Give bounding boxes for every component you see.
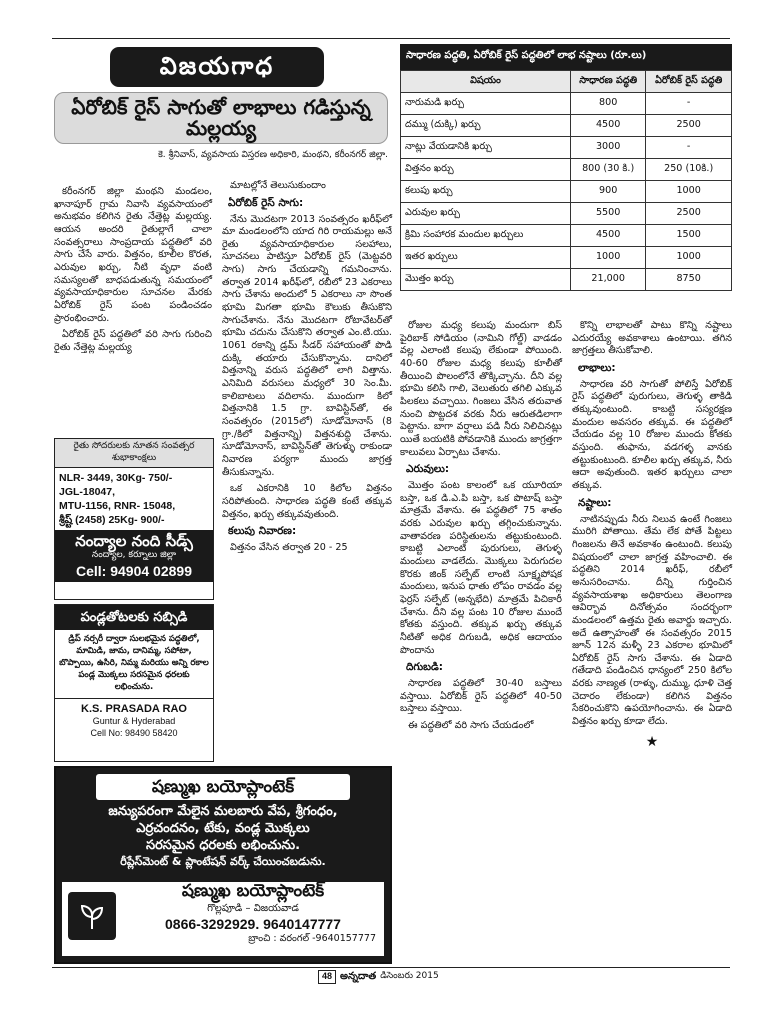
table-cell: 2500: [646, 203, 732, 225]
table-row: [401, 247, 732, 269]
biotech-line: జన్యుపరంగా మేలైన మలబారు వేప, శ్రీగంధం,: [108, 804, 338, 820]
table-cell: నాట్లు వేయడానికి ఖర్చు: [401, 137, 571, 159]
paragraph: విత్తనం వేసిన తర్వాత 20 - 25: [230, 542, 348, 554]
table-row: [401, 159, 732, 181]
table-header: ఏరోబిక్ రైస్ పద్ధతి: [646, 71, 732, 93]
subsidy-place: Guntur & Hyderabad: [92, 716, 176, 727]
subsidy-phone: Cell No: 98490 58420: [90, 728, 178, 738]
table-cell: 900: [571, 181, 646, 203]
paragraph: కరీంనగర్ జిల్లా మంథని మండలం, ఖానాపూర్ గ్రామ నివాసి వ్యవసాయంలో అనుభవం కలిగిన రైతు నేత్తెట్ల మల్లయ్య. ఆయన అందరి రైతుల్లాగే చాలా సంవత్సరాలు సాంప్రదాయ పద్ధతిలో వరి సాగు చేసే వారు. విత్తనం, కూలీల కొరత, ఎరువుల ఖర్చు, నీటి వృధా వంటి సమస్యలతో బాధపడుతున్న సమయంలో వ్యవసాయాధికారుల సూచనల మేరకు ఏరోబిక్ రైస్ పంట పండించడం ప్రారంభించారు.: [54, 186, 212, 324]
subheading-yield: దిగుబడి:: [406, 661, 444, 674]
table-cell: 1000: [646, 247, 732, 269]
table-cell: కలుపు ఖర్చు: [401, 181, 571, 203]
page-footer: [318, 968, 439, 986]
table-cell: -: [646, 137, 732, 159]
biotech-city: గొల్లపూడి – విజయవాడ: [207, 902, 299, 914]
table-cell: 1000: [646, 181, 732, 203]
subheading-aerobic-rice: ఏరోబిక్ రైస్ సాగు:: [228, 196, 304, 209]
article-column-1: [54, 186, 212, 359]
seed-price-list: [55, 468, 213, 531]
paragraph: సాధారణ పద్ధతిలో 30-40 బస్తాలు వస్తాయి. ఏరోబిక్ రైస్ పద్ధతిలో 40-50 బస్తాలు వస్తాయి.: [400, 678, 562, 715]
table-row: [401, 203, 732, 225]
table-row: [401, 225, 732, 247]
table-row: [401, 137, 732, 159]
subheading-fertilizers: ఎరువులు:: [406, 463, 450, 476]
subheading-losses: నష్టాలు:: [578, 496, 612, 509]
subsidy-contact: [55, 698, 213, 740]
table-row: [401, 115, 732, 137]
biotech-line: సరసమైన ధరలకు లభించును.: [145, 838, 301, 854]
seed-price-line: JGL-18047,: [59, 485, 116, 498]
seeds-phone: Cell: 94904 02899: [76, 562, 192, 579]
table-cell: 5500: [571, 203, 646, 225]
biotech-info: [122, 882, 384, 956]
table-cell: క్రిమి సంహారక మందుల ఖర్చులు: [401, 225, 571, 247]
magazine-name: అన్నదాత: [340, 971, 377, 983]
seeds-brand-block: [55, 530, 213, 582]
paragraph: ఒక ఎకరానికి 10 కిలోల విత్తనం సరిపోతుంది. సాధారణ పద్ధతి కంటే తక్కువ విత్తనం, ఖర్చు తక్కువవుతుంది.: [222, 483, 392, 520]
article-byline: కె. శ్రీనివాస్, వ్యవసాయ విస్తరణ అధికారి, మంథని, కరీంనగర్ జిల్లా.: [158, 150, 388, 160]
table-cell: 4500: [571, 225, 646, 247]
cost-comparison-table: [400, 44, 732, 291]
table-cell: మొత్తం ఖర్చు: [401, 269, 571, 291]
table-cell: 21,000: [571, 269, 646, 291]
subsidy-body: డ్రిప్ నర్సరీ ద్వారా సులభమైన పద్ధతిలో, మామిడి, జామ, దానిమ్మ, సపోటా, బొప్పాయి, ఉసిరి, నిమ్మ మరియు అన్ని రకాల పండ్ల మొక్కలు సరసమైన ధరలకు లభించును.: [59, 634, 209, 692]
subsidy-title: పండ్లతోటలకు సబ్సిడి: [55, 605, 213, 630]
biotech-advertisement: [54, 766, 392, 964]
table-cell: 1500: [646, 225, 732, 247]
seed-price-line: MTU-1156, RNR- 15048,: [59, 500, 176, 513]
table-cell: -: [646, 93, 732, 115]
table-cell: 250 (10కి.): [646, 159, 732, 181]
paragraph: రోజుల మధ్య కలుపు మందుగా బిస్ పైరిబాక్ సోడియం (నామిని గోల్డ్) వాడడం వల్ల ఎలాంటి కలుపు లేకుండా పోయింది. 40-60 రోజుల మధ్య కలుపు కూలీతో తీయించి పొలంలోనే తొక్కిచ్చాను. దీని వల్ల భూమి కలిసి గాలి, వెలుతురు తగిలి ఎక్కువ పిలకలు వచ్చాయి. గింజలు వేసిన తరువాత నుంచి పొట్టదశ వరకు నీరు ఆరుతడిలాగా పెట్టాను. బాగా వర్షాలు పడి నీరు నిలిచినట్లు యితే బయటికి పోవడానికి ముందు జాగ్రత్తగా కాలువలు ఏర్పాటు చేశాను.: [400, 320, 562, 458]
page-number: 48: [318, 970, 336, 984]
paragraph: మొత్తం పంట కాలంలో ఒక యూరియా బస్తా, ఒక డి.ఎ.పి బస్తా, ఒక పొటాష్ బస్తా మాత్రమే వేశాను. ఈ పద్ధతిలో 75 శాతం వరకు ఎరువుల ఖర్చు తగ్గించుకున్నాను. వాతావరణ పరిస్థితులను తట్టుకుంటుంది. కాబట్టి ఎలాంటి పురుగులు, తెగుళ్ళ మందులు వాడలేదు. మొక్కలు పెరుగుదల కొరకు జింక్ సల్ఫేట్ లాంటి సూక్ష్మపోషక మందులు, ఇనుప ధాతు లోపం రావడం వల్ల ఫెర్రస్ సల్ఫేట్ (అన్నభేది) మాత్రమే పిచికారీ చేశాను. దీని వల్ల పంట 10 రోజుల ముందే కోతకు వస్తుంది. తక్కువ ఖర్చు తక్కువ నీటితో అధిక దిగుబడి, అధిక ఆదాయం పొందాను: [400, 480, 562, 656]
subsidy-advertisement: [54, 604, 214, 762]
biotech-contact-block: [62, 882, 384, 956]
seed-price-line: NLR- 3449, 30Kg- 750/-: [59, 471, 173, 484]
biotech-line: ఎర్రచందనం, టేకు, వండ్ల మొక్కలు: [136, 821, 310, 837]
table-cell: విత్తనం ఖర్చు: [401, 159, 571, 181]
table-cell: దమ్ము (దుక్కి) ఖర్చు: [401, 115, 571, 137]
article-column-4: [572, 320, 732, 751]
paragraph: ఈ పద్ధతిలో వరి సాగు చేయడంలో: [408, 720, 534, 732]
paragraph: మాటల్లోనే తెలుసుకుందాం: [230, 180, 326, 191]
section-banner: విజయగాధ: [110, 47, 324, 87]
table-cell: 3000: [571, 137, 646, 159]
table-row: [401, 269, 732, 291]
table-title: సాధారణ పద్ధతి, ఏరోబిక్ రైస్ పద్ధతిలో లాభ నష్టాలు (రూ.లు): [400, 44, 732, 70]
article-headline: ఏరోబిక్ రైస్ సాగుతో లాభాలు గడిస్తున్న మల్లయ్య: [54, 92, 388, 144]
plant-icon: [68, 892, 116, 940]
subheading-weed-control: కలుపు నివారణ:: [228, 525, 297, 538]
end-star-icon: ★: [645, 733, 659, 750]
seed-price-line: శ్రీష్ట్ (2458) 25Kg- 900/-: [59, 514, 165, 527]
table-cell: 2500: [646, 115, 732, 137]
biotech-name: షణ్ముఖ బయోప్లాంటెక్: [181, 881, 325, 901]
table-cell: 4500: [571, 115, 646, 137]
biotech-branch: బ్రాంచి : వరంగల్ -9640157777: [248, 933, 376, 945]
seeds-brand-name: నంద్యాల నంది సీడ్స్: [75, 532, 193, 551]
table-cell: ఎరువుల ఖర్చు: [401, 203, 571, 225]
subsidy-contact-name: K.S. PRASADA RAO: [81, 702, 187, 715]
top-rule: [52, 38, 730, 39]
article-column-3: [400, 320, 562, 737]
biotech-title: షణ్ముఖ బయోప్లాంటెక్: [96, 774, 350, 800]
table-cell: ఇతర ఖర్చులు: [401, 247, 571, 269]
table-header-row: [401, 71, 732, 93]
table-grid: [400, 70, 732, 291]
table-header: సాధారణ పద్ధతి: [571, 71, 646, 93]
table-cell: 800: [571, 93, 646, 115]
table-cell: 800 (30 కి.): [571, 159, 646, 181]
seeds-advertisement: [54, 438, 214, 600]
table-cell: నారుమడి ఖర్చు: [401, 93, 571, 115]
biotech-line: రీప్లేస్‌మెంట్ & ప్లాంటేషన్ వర్క్ చేయించబడును.: [120, 855, 326, 869]
table-cell: 1000: [571, 247, 646, 269]
ad-greeting: రైతు సోదరులకు నూతన సంవత్సర శుభాకాంక్షలు: [55, 439, 213, 468]
table-cell: 8750: [646, 269, 732, 291]
article-column-2: [222, 180, 392, 559]
table-row: [401, 93, 732, 115]
paragraph: నేను మొదటగా 2013 సంవత్సరం ఖరీఫ్‌లో మా మండలంలోని యాద గిరి రాయమల్లు అనే రైతు వ్యవసాయాధికారుల సలహాలు, సూచనలు పాటిస్తూ ఏరోబిక్ రైస్ (మెట్టవరి సాగు) సాగు చేయడాన్ని గమనించాను. తర్వాత 2014 ఖరీఫ్‌లో, రబీలో 23 ఎకరాలు సాగు చేశాను అందులో 5 ఎకరాలు నా సొంత భూమి మిగతా భూమి కౌలుకు తీసుకొని సాగుచేశాను. నేను మొదటగా రోటావేటర్‌తో భూమి చదును చేసుకొని తర్వాత ఎం.టి.యు. 1061 రకాన్ని డ్రమ్ సీడర్ సహాయంతో పొడి దుక్కి తయారు చేసుకొన్నాను. దానిలో విత్తనాన్ని వరుస పద్ధతిలో లాగి విత్తాను. ఎనిమిది వరుసలు మధ్యలో 30 సెం.మీ. కాలిబాటలు వదిలాను. ముందుగా కిలో విత్తనానికి 1.5 గ్రా. బావిస్టిన్‌తో, ఈ సంవత్సరం (2015లో) సూడోమోనాస్ (8 గ్రా./కిలో విత్తనాన్ని) విత్తనశుద్ధి చేశాను. సూడోమోనాస్, బావిస్టిన్‌తో తెగుళ్ళు రాకుండా నివారణ పర్యగా ముందు జాగ్రత్త తీసుకున్నాను.: [222, 213, 392, 478]
issue-date: డిసెంబరు 2015: [380, 971, 439, 982]
paragraph: నాటినప్పుడు నీరు నిలువ ఉంటే గింజలు మురిగి పోతాయి. తేమ లేక పోతే పిట్టలు గింజలను తినే అవకాశం ఉంటుంది. కలుపు విషయంలో చాలా జాగ్రత్త వహించాలి. ఈ పద్ధతిని 2014 ఖరీఫ్, రబీలో అనుసరించాను. దీన్ని గుర్తించిన వ్యవసాయశాఖ అధికారులు తెలంగాణ ఆవిర్భావ దినోత్సవం సందర్భంగా మండలంలో ఉత్తమ రైతు అవార్డు ఇచ్చారు. అదే ఉత్సాహంతో ఈ సంవత్సరం 2015 జూన్ 12న మళ్ళీ 23 ఎకరాల భూమిలో ఏరోబిక్ రైస్ సాగు చేశాను. ఈ ఏడాది గతేడాది పండించిన ధాన్యంలో 250 కిలోల వరకు నాణ్యత (రాళ్ళు, దుమ్ము, ధూళి చెత్త చెదారం లేకుండా) కలిగిన విత్తనం సేకరించుకొని ఉపయోగించాను. ఈ ఏడాది విత్తనం ఖర్చు కూడా లేదు.: [572, 513, 732, 728]
paragraph: సాధారణ వరి సాగుతో పోలిస్తే ఏరోబిక్ రైస్ పద్ధతిలో పురుగులు, తెగుళ్ళ తాకిడి తక్కువుంటుంది. కాబట్టి సస్యరక్షణ మందుల అవసరం తక్కువ. ఈ పద్ధతిలో చేయడం వల్ల 10 రోజుల ముందు కోతకు వస్తుంది. తుఫాను, వడగళ్ళ వానకు తట్టుకుంటుంది. కూలీల ఖర్చు తక్కువ, నీరు ఆదా అవుతుంది. ఇతర ఖర్చులు చాలా తక్కువ.: [572, 378, 732, 492]
table-header: విషయం: [401, 71, 571, 93]
seeds-location: నంద్యాల, కర్నూలు జిల్లా: [91, 549, 177, 560]
paragraph: కొన్ని లాభాలతో పాటు కొన్ని నష్టాలు ఎదురయ్యే అవకాశాలు ఉంటాయి. తగిన జాగ్రత్తలు తీసుకోవాలి.: [572, 320, 732, 357]
paragraph: ఏరోబిక్ రైస్ పద్ధతిలో వరి సాగు గురించి రైతు నేత్తెట్ల మల్లయ్య: [54, 329, 212, 353]
biotech-phones: 0866-3292929. 9640147777: [165, 915, 341, 932]
subheading-profits: లాభాలు:: [578, 361, 616, 374]
table-row: [401, 181, 732, 203]
